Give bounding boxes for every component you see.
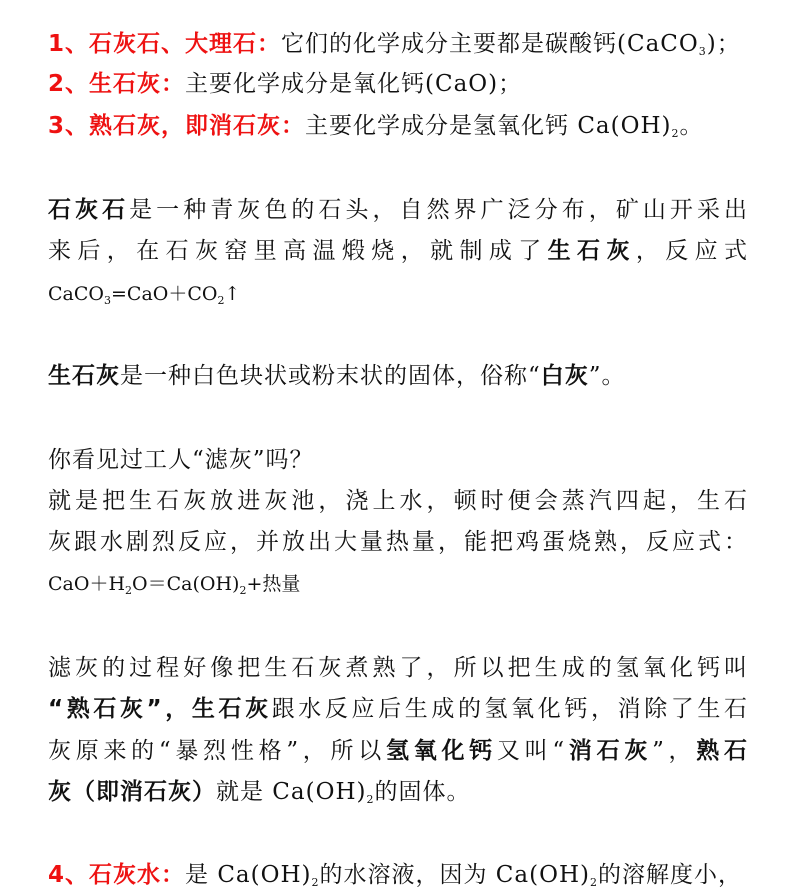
para-1-text-2: 来后，在石灰窑里高温煅烧，就制成了: [48, 238, 548, 264]
para-1-line-1: [48, 195, 748, 225]
item-4-label: 4、石灰水：: [48, 862, 186, 888]
equation-subscript: 2: [217, 294, 225, 307]
item-3-label: 3、熟石灰，即消石灰：: [48, 113, 306, 139]
equation-part: CaO＋H: [48, 573, 126, 595]
para-2-tail: ”。: [588, 363, 626, 389]
item-2-text: 主要化学成分是氧化钙(CaO)；: [185, 71, 523, 97]
para-1-text-3: ，反应式: [635, 238, 749, 264]
para-4-line-4: [48, 777, 748, 807]
item-3-subscript: 2: [671, 127, 680, 140]
para-1-equation: [48, 279, 748, 309]
equation-part: O＝Ca(OH): [132, 573, 240, 595]
para-3-text-3: 灰跟水剧烈反应，并放出大量热量，能把鸡蛋烧熟，反应式：: [48, 529, 748, 555]
para-4-tail: 的固体。: [374, 779, 471, 805]
item-4-text-1: 是 Ca(OH): [185, 862, 312, 888]
para-4-keyword-slaked-start: 熟石: [696, 738, 749, 764]
item-4-subscript-1: 2: [311, 876, 320, 889]
equation-part: =CaO＋CO: [110, 283, 218, 305]
item-4: [48, 860, 748, 890]
item-1-text: 它们的化学成分主要都是碳酸钙(CaCO: [281, 31, 699, 57]
equation-subscript: 3: [103, 294, 111, 307]
item-2: [48, 69, 748, 99]
para-4-line-1: [48, 653, 748, 683]
para-3-line-2: [48, 486, 748, 516]
item-4-subscript-2: 2: [589, 876, 598, 889]
item-4-text-2: 的水溶液，因为 Ca(OH): [319, 862, 590, 888]
para-4-text-3: 灰原来的“暴烈性格”，所以: [48, 738, 386, 764]
item-3-text: 主要化学成分是氢氧化钙 Ca(OH): [305, 113, 672, 139]
para-3-text-2: 就是把生石灰放进灰池，浇上水，顿时便会蒸汽四起，生石: [48, 488, 748, 514]
para-4-text-1: 滤灰的过程好像把生石灰煮熟了，所以把生成的氢氧化钙叫: [48, 655, 748, 681]
item-3-tail: 。: [679, 113, 704, 139]
para-2: [48, 361, 748, 391]
item-2-label: 2、生石灰：: [48, 71, 186, 97]
para-4-keyword-calcium-hydroxide: 氢氧化钙: [386, 738, 497, 764]
item-1-subscript: 3: [698, 45, 707, 58]
para-4-text-6: 就是 Ca(OH): [216, 779, 367, 805]
para-4-subscript: 2: [366, 793, 375, 806]
para-4-keyword-slaked-lime: “熟石灰”，生石灰: [48, 696, 272, 722]
item-1-tail: )；: [706, 31, 741, 57]
para-3-equation: [48, 569, 748, 599]
para-3-line-1: [48, 445, 748, 475]
equation-subscript: 2: [125, 584, 133, 597]
para-4-line-3: [48, 736, 748, 766]
equation-part: +热量: [246, 573, 301, 595]
para-1-text-1: 是一种青灰色的石头，自然界广泛分布，矿山开采出: [129, 197, 749, 223]
para-2-keyword-quicklime: 生石灰: [48, 363, 120, 389]
para-3-line-3: [48, 527, 748, 557]
equation-part: ↑: [224, 283, 241, 305]
para-1-keyword-quicklime: 生石灰: [547, 238, 636, 264]
equation-subscript: 2: [239, 584, 247, 597]
para-2-text: 是一种白色块状或粉末状的固体，俗称“: [120, 363, 541, 389]
item-1: [48, 29, 748, 59]
item-1-label: 1、石灰石、大理石：: [48, 31, 282, 57]
para-4-text-4: 又叫“: [496, 738, 566, 764]
para-1-line-2: [48, 236, 748, 266]
para-1-keyword-limestone: 石灰石: [48, 197, 130, 223]
para-4-keyword-hydrated-lime: 消石灰: [565, 738, 653, 764]
item-3: [48, 111, 748, 141]
para-4-text-2: 跟水反应后生成的氢氧化钙，消除了生石: [271, 696, 749, 722]
para-4-line-2: [48, 694, 748, 724]
para-4-text-5: ”，: [652, 738, 697, 764]
para-2-keyword-white-lime: 白灰: [540, 363, 589, 389]
equation-part: CaCO: [48, 283, 104, 305]
para-4-keyword-slaked-end: 灰（即消石灰）: [48, 779, 216, 805]
item-4-text-3: 的溶解度小，: [597, 862, 742, 888]
para-3-text-1: 你看见过工人“滤灰”吗？: [48, 447, 314, 473]
